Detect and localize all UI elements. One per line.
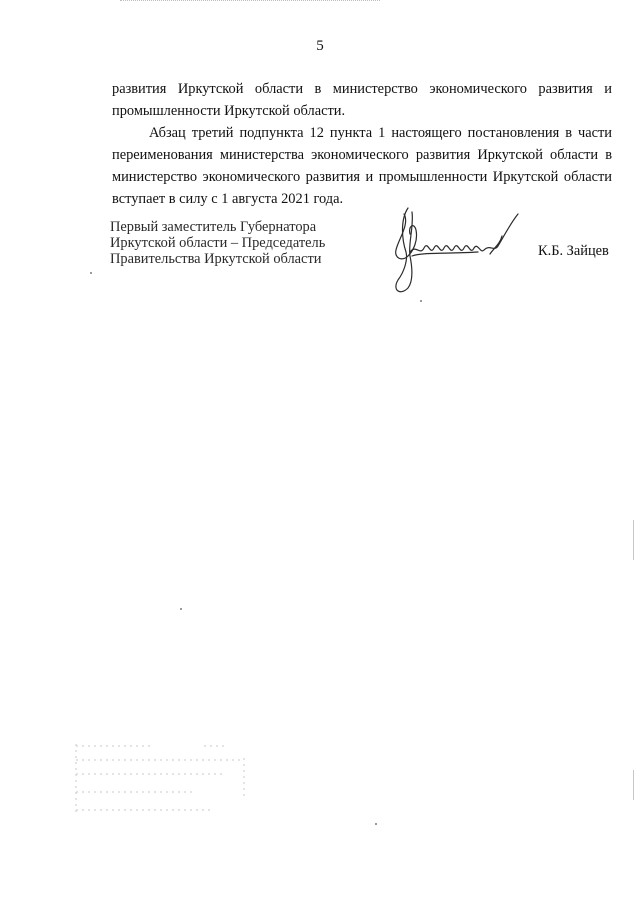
document-body: [112, 78, 612, 210]
paragraph-continuation: развития Иркутской области в министерство экономического развития и промышленности Иркутской области.: [112, 81, 612, 119]
signatory-position-line: Первый заместитель Губернатора: [110, 219, 317, 235]
page-number: 5: [316, 38, 324, 54]
paragraph-effective-date: Абзац третий подпункта 12 пункта 1 настоящего постановления в части переименования министерства экономического развития Иркутской области в министерство экономического развития и промышленности Иркутской области вступает в силу с 1 августа 2021 года.: [112, 125, 612, 207]
scan-speck: [180, 608, 182, 610]
faint-stamp-marks: [74, 740, 254, 818]
scan-edge-mark: [633, 520, 634, 560]
signatory-name: К.Б. Зайцев: [538, 243, 609, 259]
scan-edge-mark: [633, 770, 634, 800]
scan-top-edge-marks: [120, 0, 380, 4]
scan-speck: [90, 272, 92, 274]
scan-speck: [375, 823, 377, 825]
signatory-position-line: Иркутской области – Председатель: [110, 235, 326, 251]
handwritten-signature: [378, 200, 528, 300]
scan-speck: [420, 300, 422, 302]
signatory-position-line: Правительства Иркутской области: [110, 251, 322, 267]
signatory-position: [110, 219, 370, 267]
